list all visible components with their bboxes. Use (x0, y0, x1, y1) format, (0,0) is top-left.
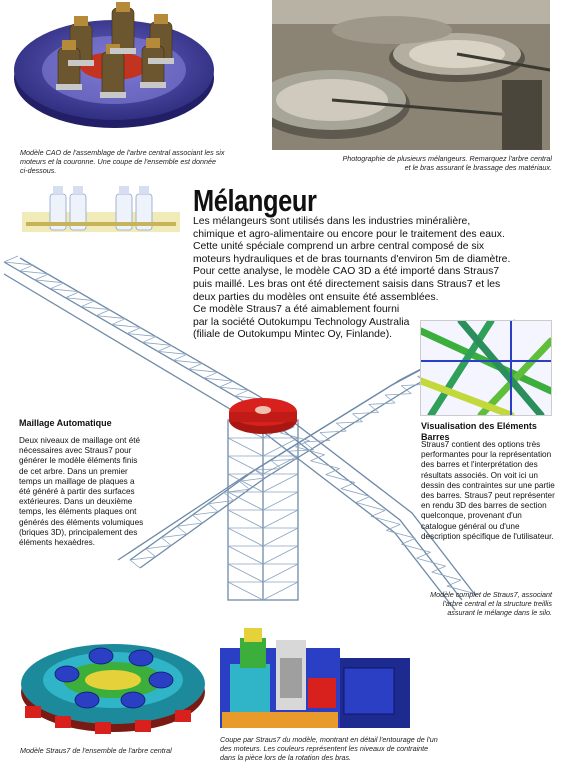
mixers-photo (272, 0, 550, 150)
cad-model-figure (2, 0, 222, 146)
page-title: Mélangeur (193, 183, 317, 218)
complete-model-caption: Modèle complet de Straus7, associant l'arbre central et la structure treillis assurant le mélange dans le silo. (430, 590, 552, 617)
intro-paragraph-2: Pour cette analyse, le modèle CAO 3D a été importé dans Straus7 puis maillé. Les bras ont été directement saisis dans Straus7 et les deux parties du modèles ont ensuite été assemblées. (193, 266, 501, 303)
central-assembly-image (15, 614, 210, 740)
central-assembly-caption: Modèle Straus7 de l'ensemble de l'arbre central (20, 746, 172, 755)
intro-paragraph-3: Ce modèle Straus7 a été aimablement fourni par la société Outokumpu Technology Australia (filiale de Outokumpu Mintec Oy, Finlande). (193, 304, 410, 341)
beams-heading: Visualisation des Eléments Barres (421, 421, 537, 442)
cut-view-caption: Coupe par Straus7 du modèle, montrant en détail l'entourage de l'un des moteurs. Les couleurs représentent les niveaux de contrainte dans la pièce lors de la rotation des bras. (220, 735, 438, 762)
meshing-heading: Maillage Automatique (19, 418, 112, 428)
bottles-image (20, 182, 182, 238)
meshing-text: Deux niveaux de maillage ont été nécessaires avec Straus7 pour générer le modèle éléments finis de cet arbre. Dans un premier temps un maillage de plaques a été généré à partir des surfaces extérieures. Dans un deuxième temps, les éléments plaques ont générés des éléments volumiques (briques 3D), principalement des éléments hexaèdres. (19, 436, 144, 548)
cad-model-image (2, 0, 222, 146)
cad-model-caption: Modèle CAO de l'assemblage de l'arbre central associant les six moteurs et la couronne. Une coupe de l'ensemble est donnée ci-dessous. (20, 148, 225, 175)
intro-paragraph-1: Les mélangeurs sont utilisés dans les industries minéralière, chimique et agro-alimentaire ou encore pour le traitement des eaux. Cette unité spéciale comprend un arbre central composé de six moteurs hydrauliques et de bras tournants d'environ 5m de diamètre. (193, 216, 511, 265)
mixers-photo-caption: Photographie de plusieurs mélangeurs. Remarquez l'arbre central et le bras assurant le brassage des matériaux. (342, 154, 552, 172)
beam-stress-image (420, 320, 552, 416)
beams-text: Straus7 contient des options très performantes pour la représentation des barres et l'interprétation des résultats associés. On voit ici un dessin des contraintes sur une partie des barres. Straus7 peut représenter en rendu 3D des barres de section quelconque, provenant d'un catalogue général ou d'une description spécifique de l'utilisateur. (421, 440, 555, 541)
cut-view-image (220, 628, 420, 736)
